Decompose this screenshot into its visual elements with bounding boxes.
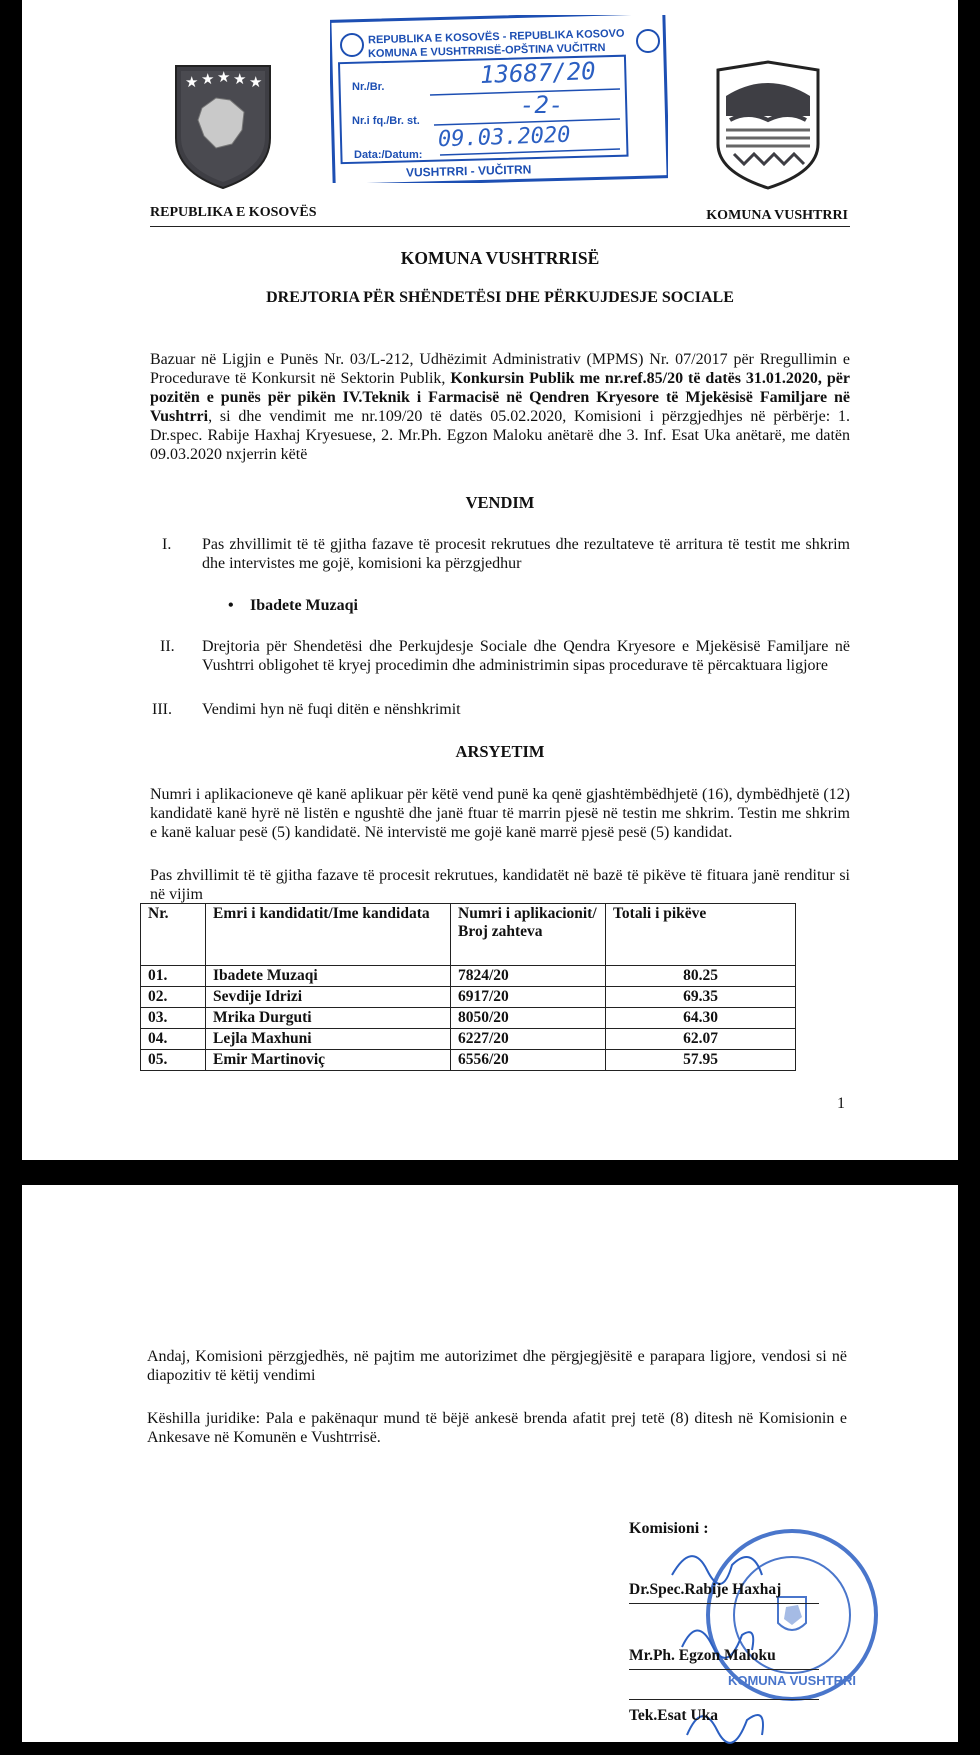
bullet-icon: • — [228, 597, 234, 614]
table-row — [141, 987, 796, 1008]
decision-heading: VENDIM — [465, 493, 535, 512]
cell-application: 6917/20 — [451, 987, 606, 1008]
cell-application: 7824/20 — [451, 966, 606, 987]
left-caption: REPUBLIKA E KOSOVËS — [150, 205, 317, 220]
cell-application: 6556/20 — [451, 1050, 606, 1071]
kosovo-coat-of-arms — [172, 60, 274, 190]
cell-total: 62.07 — [606, 1029, 796, 1050]
col-header-name: Emri i kandidatit/Ime kandidata — [206, 904, 451, 966]
right-caption: KOMUNA VUSHTRRI — [706, 208, 848, 223]
cell-total: 64.30 — [606, 1008, 796, 1029]
header-rule — [150, 226, 850, 227]
selected-candidate — [228, 597, 358, 615]
cell-nr: 01. — [141, 966, 206, 987]
member-2-name: Mr.Ph. Egzon Maloku — [629, 1647, 776, 1664]
seal-text: KOMUNA VUSHTRRI — [727, 1673, 857, 1688]
reasoning-paragraph-2: Pas zhvillimit të të gjitha fazave të procesit rekrutues, kandidatët në bazë të pikëve të fituara janë renditur si në vijim — [150, 867, 850, 903]
table-header-row — [141, 904, 796, 966]
cell-name: Mrika Durguti — [206, 1008, 451, 1029]
cell-nr: 03. — [141, 1008, 206, 1029]
table-row — [141, 1050, 796, 1071]
stamp-line-2: KOMUNA E VUSHTRRISË-OPŠTINA VUČITRN — [367, 41, 606, 61]
document-page-1 — [22, 0, 958, 1160]
candidates-table — [140, 903, 796, 1071]
stamp-date-value: 09.03.2020 — [437, 122, 571, 153]
svg-text:★: ★ — [249, 73, 263, 91]
table-row — [141, 1029, 796, 1050]
cell-name: Emir Martinoviç — [206, 1050, 451, 1071]
signature-line-1 — [629, 1603, 819, 1604]
page-number: 1 — [837, 1095, 845, 1112]
stamp-page-value: -2- — [520, 91, 564, 119]
stamp-line-1: REPUBLIKA E KOSOVËS - REPUBLIKA KOSOVO — [367, 27, 625, 47]
svg-text:★: ★ — [233, 70, 247, 88]
conclusion-paragraph: Andaj, Komisioni përzgjedhës, në pajtim me autorizimet dhe përgjegjësitë e parapara ligjore, vendosi si në diapozitiv të këtij vendimi — [147, 1348, 847, 1384]
legal-advice-paragraph: Këshilla juridike: Pala e pakënaqur mund të bëjë ankesë brenda afatit prej tetë (8) ditesh në Komisionin e Ankesave në Komunën e Vushtrrisë. — [147, 1410, 847, 1446]
decision-item-num-2: II. — [160, 638, 175, 655]
commission-label: Komisioni : — [629, 1520, 709, 1537]
intro-text-2: , si dhe vendimit me nr.109/20 të datës 05.02.2020, Komisioni i përzgjedhjes në përbërje: 1. Dr.spec. Rabije Haxhaj Kryesuese, 2. Mr.Ph. Egzon Maloku anëtarë dhe 3. Inf. Esat Uka anëtarë, me datën 09.03.2020 nxjerrin këtë — [150, 408, 850, 463]
signature-line-3 — [629, 1699, 819, 1700]
table-row — [141, 966, 796, 987]
cell-nr: 05. — [141, 1050, 206, 1071]
cell-application: 6227/20 — [451, 1029, 606, 1050]
cell-name: Lejla Maxhuni — [206, 1029, 451, 1050]
registration-stamp — [330, 15, 668, 183]
reasoning-paragraph-1: Numri i aplikacioneve që kanë aplikuar për këtë vend punë ka qenë gjashtëmbëdhjetë (16), dymbëdhjetë (12) kandidatë kanë hyrë në listën e ngushtë dhe janë ftuar të marrin pjesë në testin me shkrim. Testin me shkrim e kanë kaluar pesë (5) kandidatë. Në intervistë me gojë kanë marrë pjesë pesë (5) kandidat. — [150, 786, 850, 841]
directorate-title: DREJTORIA PËR SHËNDETËSI DHE PËRKUJDESJE SOCIALE — [266, 289, 734, 306]
cell-nr: 04. — [141, 1029, 206, 1050]
stamp-page-label: Nr.i fq./Br. st. — [352, 115, 420, 127]
decision-item-num-1: I. — [162, 536, 172, 553]
cell-nr: 02. — [141, 987, 206, 1008]
stamp-nr-label: Nr./Br. — [352, 81, 385, 93]
document-page-2 — [22, 1185, 958, 1742]
selected-candidate-name: Ibadete Muzaqi — [250, 597, 358, 614]
stamp-nr-value: 13687/20 — [479, 56, 597, 90]
col-header-nr: Nr. — [141, 904, 206, 966]
cell-name: Sevdije Idrizi — [206, 987, 451, 1008]
decision-item-num-3: III. — [152, 701, 172, 718]
cell-name: Ibadete Muzaqi — [206, 966, 451, 987]
intro-text-bold: Konkursin Publik me nr.ref.85/20 të datës 31.01.2020, për pozitën e punës për pikën IV.Teknik i Farmacisë në Qendren Kryesore të Mjekësisë Familjare në Vushtrri — [150, 370, 850, 425]
col-header-application: Numri i aplikacionit/ Broj zahteva — [451, 904, 606, 966]
cell-total: 80.25 — [606, 966, 796, 987]
member-3-name: Tek.Esat Uka — [629, 1707, 719, 1724]
decision-item-2: Drejtoria për Shendetësi dhe Perkujdesje Sociale dhe Qendra Kryesore e Mjekësisë Familjare në Vushtrri obligohet të kryej procedimin dhe administrimin sipas procedurave të përcaktuara ligjore — [202, 638, 850, 674]
stamp-footer: VUSHTRRI - VUČITRN — [405, 162, 532, 180]
intro-text-1: Bazuar në Ligjin e Punës Nr. 03/L-212, Udhëzimit Administrativ (MPMS) Nr. 07/2017 për Rregullimin e Procedurave të Konkursit në Sektorin Publik, — [150, 351, 850, 387]
svg-text:★: ★ — [217, 68, 231, 86]
member-1-name: Dr.Spec.Rabije Haxhaj — [629, 1581, 782, 1598]
svg-text:★: ★ — [201, 70, 215, 88]
stamp-date-label: Data:/Datum: — [354, 149, 423, 161]
decision-item-3: Vendimi hyn në fuqi ditën e nënshkrimit — [202, 701, 461, 718]
cell-total: 57.95 — [606, 1050, 796, 1071]
reasoning-heading: ARSYETIM — [455, 742, 545, 761]
municipality-title: KOMUNA VUSHTRRISË — [400, 248, 600, 268]
intro-paragraph — [150, 350, 850, 464]
cell-total: 69.35 — [606, 987, 796, 1008]
col-header-total: Totali i pikëve — [606, 904, 796, 966]
decision-item-1: Pas zhvillimit të të gjitha fazave të procesit rekrutues dhe rezultateve të arritura të testit me shkrim dhe intervistes me gojë, komisioni ka përzgjedhur — [202, 536, 850, 572]
table-row — [141, 1008, 796, 1029]
vushtrri-emblem — [712, 60, 824, 190]
cell-application: 8050/20 — [451, 1008, 606, 1029]
signature-line-2 — [629, 1669, 819, 1670]
svg-text:★: ★ — [185, 73, 199, 91]
